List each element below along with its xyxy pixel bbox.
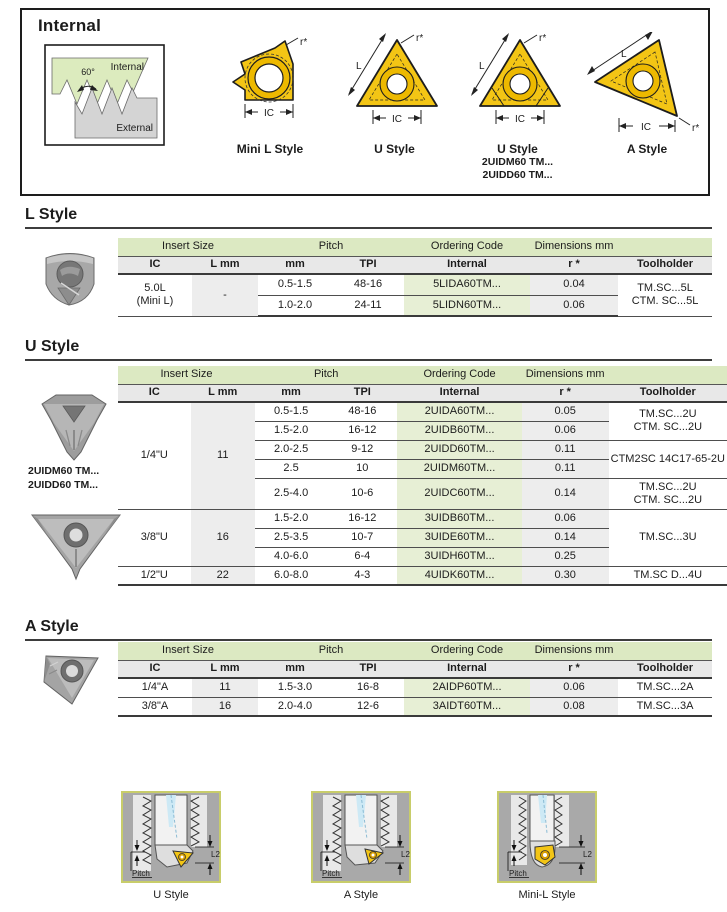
column-header: TPI (332, 256, 404, 274)
header-group: Dimensions mm (530, 642, 618, 660)
cell: - (192, 274, 258, 316)
l-label: L (355, 61, 362, 72)
cell: 0.30 (522, 566, 609, 585)
cell: CTM2SC 14C17-65-2U (609, 440, 727, 478)
ic-label: IC (264, 108, 274, 119)
toolholder-figure-a (311, 791, 411, 901)
cell: TM.SC...3U (609, 509, 727, 566)
column-header: r * (530, 256, 618, 274)
column-header: L mm (191, 384, 255, 402)
internal-panel (20, 8, 710, 196)
pitch-label: Pitch (132, 869, 150, 878)
cell: 3UIDB60TM... (397, 509, 521, 528)
table-row (118, 509, 727, 528)
cell: 48-16 (332, 274, 404, 295)
insert-diagram-mini-l (220, 36, 320, 156)
header-group: Insert Size (118, 366, 255, 384)
column-header: L mm (192, 256, 258, 274)
column-header: Internal (404, 660, 530, 678)
section-title: L Style (25, 206, 78, 223)
diagram-code-line: 2UIDD60 TM... (482, 169, 553, 181)
cell: 2.0-2.5 (255, 440, 327, 459)
internal-panel-title: Internal (38, 16, 102, 35)
cell: 1/2"U (118, 566, 191, 585)
external-label: External (116, 123, 153, 134)
header-group: Pitch (258, 642, 404, 660)
section-header-a-style (25, 618, 712, 641)
table-row (118, 566, 727, 585)
diagram-caption: A Style (626, 142, 668, 156)
header-group: Pitch (258, 238, 404, 256)
insert-code-line: 2UIDM60 TM... (28, 465, 100, 477)
cell: 2UIDM60TM... (397, 459, 521, 478)
r-label: r* (415, 33, 423, 44)
section-title: U Style (25, 338, 80, 355)
cell: 11 (191, 402, 255, 509)
cell: 6.0-8.0 (255, 566, 327, 585)
l-style-table (118, 238, 712, 317)
cell: 0.25 (522, 547, 609, 566)
l2-label: L2 (211, 850, 220, 859)
header-group: Dimensions mm (522, 366, 609, 384)
column-header: IC (118, 660, 192, 678)
cell: 0.14 (522, 478, 609, 509)
cell: 0.5-1.5 (255, 402, 327, 421)
column-header: r * (530, 660, 618, 678)
cell: 2AIDP60TM... (404, 678, 530, 697)
header-group (609, 366, 727, 384)
column-header: TPI (327, 384, 397, 402)
cell: 0.06 (522, 421, 609, 440)
ic-label: IC (514, 114, 525, 125)
r-label: r* (300, 37, 308, 48)
cell: 2UIDC60TM... (397, 478, 521, 509)
cell: 3UIDH60TM... (397, 547, 521, 566)
u-style-insert-photo-2 (28, 505, 124, 585)
r-label: r* (692, 123, 700, 134)
l-label: L (621, 49, 627, 60)
header-group: Ordering Code (404, 642, 530, 660)
cell: 6-4 (327, 547, 397, 566)
cell: TM.SC...2U CTM. SC...2U (609, 402, 727, 440)
u-insert-drawing-2 (468, 32, 568, 140)
cell: 3UIDE60TM... (397, 528, 521, 547)
cell: 0.11 (522, 459, 609, 478)
column-header: Toolholder (609, 384, 727, 402)
ic-label: IC (391, 114, 402, 125)
table-row (118, 678, 712, 697)
cell: 48-16 (327, 402, 397, 421)
insert-diagram-u-codes (460, 32, 575, 182)
cell: 16-12 (327, 509, 397, 528)
header-group (618, 238, 712, 256)
cell: 2UIDB60TM... (397, 421, 521, 440)
column-header: mm (258, 660, 332, 678)
cell: 11 (192, 678, 258, 697)
diagram-caption: Mini L Style (236, 142, 304, 156)
internal-label: Internal (110, 62, 144, 73)
column-header: r * (522, 384, 609, 402)
table-row (118, 402, 727, 421)
cell: 9-12 (327, 440, 397, 459)
cell: 0.08 (530, 697, 618, 716)
header-group: Pitch (255, 366, 397, 384)
r-label: r* (538, 33, 546, 44)
pitch-label: Pitch (509, 869, 527, 878)
cell: 10-6 (327, 478, 397, 509)
cell: 5.0L (Mini L) (118, 274, 192, 316)
cell: 2UIDD60TM... (397, 440, 521, 459)
header-group: Ordering Code (404, 238, 530, 256)
column-header: Internal (397, 384, 521, 402)
cell: 2.5-3.5 (255, 528, 327, 547)
angle-label: 60° (81, 67, 95, 77)
u-style-insert-codes (28, 464, 99, 492)
cell: TM.SC...2A (618, 678, 712, 697)
l-style-insert-photo (38, 250, 102, 310)
cell: 4UIDK60TM... (397, 566, 521, 585)
diagram-caption: U Style (497, 142, 538, 156)
section-header-u-style (25, 338, 712, 361)
cell: 1/4"U (118, 402, 191, 509)
table-row (118, 274, 712, 295)
cell: 22 (191, 566, 255, 585)
cell: 2.5-4.0 (255, 478, 327, 509)
a-style-table (118, 642, 712, 717)
figure-caption: Mini-L Style (518, 889, 576, 901)
cell: 1.0-2.0 (258, 295, 332, 316)
header-group: Dimensions mm (530, 238, 618, 256)
insert-diagram-a (584, 32, 710, 156)
header-group: Insert Size (118, 238, 258, 256)
diagram-code-line: 2UIDM60 TM... (481, 156, 554, 168)
column-header: IC (118, 256, 192, 274)
column-header: L mm (192, 660, 258, 678)
cell: 0.5-1.5 (258, 274, 332, 295)
section-title: A Style (25, 618, 79, 635)
cell: 0.06 (522, 509, 609, 528)
cell: TM.SC...5L CTM. SC...5L (618, 274, 712, 316)
toolholder-drawing-u (121, 791, 221, 883)
cell: 16-8 (332, 678, 404, 697)
l-label: L (478, 61, 485, 72)
column-header: mm (258, 256, 332, 274)
l2-label: L2 (583, 850, 592, 859)
cell: 10-7 (327, 528, 397, 547)
toolholder-figure-mini-l (497, 791, 597, 901)
cell: 16-12 (327, 421, 397, 440)
table-row (118, 697, 712, 716)
cell: 5LIDN60TM... (404, 295, 530, 316)
cell: 4-3 (327, 566, 397, 585)
column-header: mm (255, 384, 327, 402)
cell: 0.04 (530, 274, 618, 295)
column-header: TPI (332, 660, 404, 678)
cell: 12-6 (332, 697, 404, 716)
cell: 5LIDA60TM... (404, 274, 530, 295)
u-style-insert-photo-1 (36, 390, 112, 462)
diagram-caption: U Style (374, 142, 415, 156)
ic-label: IC (641, 122, 651, 133)
column-header: Toolholder (618, 660, 712, 678)
toolholder-drawing-a (311, 791, 411, 883)
cell: 2.5 (255, 459, 327, 478)
u-style-table (118, 366, 727, 586)
cell: TM.SC...2U CTM. SC...2U (609, 478, 727, 509)
l2-label: L2 (401, 850, 410, 859)
cell: 1.5-3.0 (258, 678, 332, 697)
toolholder-drawing-mini-l (497, 791, 597, 883)
cell: 24-11 (332, 295, 404, 316)
cell: TM.SC D...4U (609, 566, 727, 585)
cell: 2.0-4.0 (258, 697, 332, 716)
cell: 0.06 (530, 295, 618, 316)
figure-caption: U Style (153, 889, 189, 901)
cell: 3/8"U (118, 509, 191, 566)
cell: 16 (191, 509, 255, 566)
cell: 0.05 (522, 402, 609, 421)
header-group (618, 642, 712, 660)
thread-profile-diagram (44, 44, 165, 146)
cell: 0.14 (522, 528, 609, 547)
toolholder-figure-u (121, 791, 221, 901)
column-header: IC (118, 384, 191, 402)
mini-l-insert-drawing (225, 36, 315, 140)
cell: 1.5-2.0 (255, 509, 327, 528)
cell: 10 (327, 459, 397, 478)
a-insert-drawing (587, 32, 707, 140)
header-group: Ordering Code (397, 366, 521, 384)
cell: 0.06 (530, 678, 618, 697)
cell: 16 (192, 697, 258, 716)
column-header: Internal (404, 256, 530, 274)
cell: TM.SC...3A (618, 697, 712, 716)
cell: 0.11 (522, 440, 609, 459)
cell: 4.0-6.0 (255, 547, 327, 566)
insert-code-line: 2UIDD60 TM... (28, 479, 99, 491)
insert-diagram-u (342, 32, 447, 156)
u-insert-drawing (345, 32, 445, 140)
section-header-l-style (25, 206, 712, 229)
cell: 3AIDT60TM... (404, 697, 530, 716)
cell: 1/4"A (118, 678, 192, 697)
column-header: Toolholder (618, 256, 712, 274)
header-group: Insert Size (118, 642, 258, 660)
cell: 2UIDA60TM... (397, 402, 521, 421)
a-style-insert-photo (36, 644, 104, 710)
cell: 3/8"A (118, 697, 192, 716)
cell: 1.5-2.0 (255, 421, 327, 440)
figure-caption: A Style (343, 889, 379, 901)
pitch-label: Pitch (322, 869, 340, 878)
